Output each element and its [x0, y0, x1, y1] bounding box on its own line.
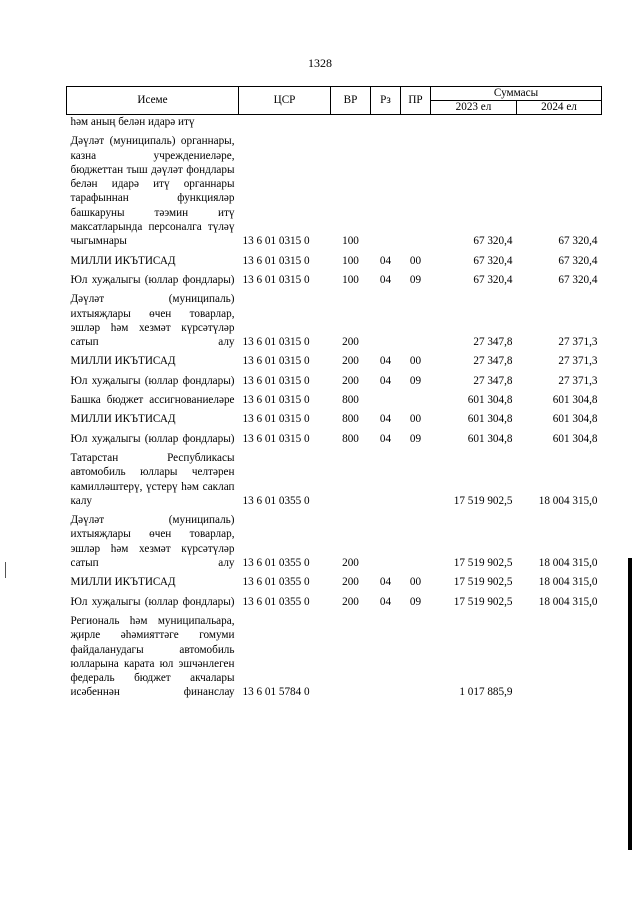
row-amount-2023: 601 304,8: [467, 432, 513, 445]
row-pr: [401, 510, 431, 572]
row-pr: 09: [409, 273, 422, 286]
row-name: МИЛЛИ ИКЪТИСАД: [70, 576, 176, 589]
row-csr: 13 6 01 0315 0: [242, 235, 310, 248]
row-vr: 100: [342, 254, 359, 267]
row-name: МИЛЛИ ИКЪТИСАД: [70, 355, 176, 368]
row-vr: 200: [342, 374, 359, 387]
row-amount-2023: 27 347,8: [473, 374, 513, 387]
row-vr: 100: [342, 273, 359, 286]
row-amount-2024: 18 004 315,0: [538, 576, 598, 589]
table-row: [67, 390, 602, 409]
row-amount-2024: 18 004 315,0: [538, 595, 598, 608]
row-amount-2023: 67 320,4: [473, 235, 513, 248]
row-amount-2023: 67 320,4: [473, 273, 513, 286]
row-vr: 200: [342, 355, 359, 368]
header-csr: ЦСР: [239, 87, 331, 115]
row-amount-2024: [517, 115, 602, 132]
row-rz: [371, 289, 401, 351]
row-pr: 00: [409, 254, 422, 267]
row-pr: [401, 115, 431, 132]
row-amount-2024: 18 004 315,0: [538, 557, 598, 570]
row-amount-2024: 601 304,8: [552, 394, 598, 407]
row-amount-2023: 17 519 902,5: [453, 595, 513, 608]
row-csr: 13 6 01 0315 0: [242, 374, 310, 387]
row-rz: [371, 510, 401, 572]
row-name: Дәүләт (муниципаль) ихтыяҗлары өчен товарлар, эшләр һәм хезмәт күрсәтүләр сатып алу: [70, 514, 235, 570]
row-amount-2023: 601 304,8: [467, 413, 513, 426]
row-amount-2024: 67 320,4: [558, 235, 598, 248]
row-amount-2023: 27 347,8: [473, 336, 513, 349]
row-pr: 00: [409, 413, 422, 426]
row-amount-2023: 17 519 902,5: [453, 576, 513, 589]
row-amount-2023: 67 320,4: [473, 254, 513, 267]
table-row: [67, 409, 602, 428]
row-csr: 13 6 01 5784 0: [242, 686, 310, 699]
row-pr: 09: [409, 595, 422, 608]
header-name: Исеме: [67, 87, 239, 115]
table-row: [67, 510, 602, 572]
row-csr: 13 6 01 0355 0: [242, 494, 310, 507]
table-row: [67, 289, 602, 351]
row-rz: 04: [379, 273, 392, 286]
row-csr: 13 6 01 0355 0: [242, 557, 310, 570]
row-vr: 200: [342, 576, 359, 589]
table-row: [67, 448, 602, 510]
row-amount-2023: 1 017 885,9: [459, 686, 513, 699]
row-amount-2023: 27 347,8: [473, 355, 513, 368]
table-row: [67, 592, 602, 611]
row-amount-2023: 17 519 902,5: [453, 557, 513, 570]
row-amount-2024: 18 004 315,0: [538, 494, 598, 507]
header-sums: Суммасы: [431, 87, 602, 101]
row-csr: 13 6 01 0315 0: [242, 273, 310, 286]
scan-edge-bar: [628, 558, 632, 850]
row-pr: [401, 448, 431, 510]
row-rz: 04: [379, 576, 392, 589]
row-pr: 00: [409, 576, 422, 589]
row-vr: 100: [342, 235, 359, 248]
row-vr: [331, 448, 371, 510]
row-name: Юл хуҗалыгы (юллар фондлары): [70, 273, 235, 286]
row-amount-2024: 67 320,4: [558, 254, 598, 267]
row-name: һәм аның белән идарә итү: [70, 116, 195, 128]
row-csr: 13 6 01 0315 0: [242, 355, 310, 368]
row-rz: 04: [379, 355, 392, 368]
table-row: [67, 429, 602, 448]
row-vr: 800: [342, 394, 359, 407]
row-vr: 200: [342, 557, 359, 570]
row-pr: 09: [409, 432, 422, 445]
row-name: Башка бюджет ассигнованиеләре: [70, 394, 235, 407]
header-year-2024: 2024 ел: [517, 101, 602, 115]
row-pr: [401, 289, 431, 351]
budget-rows: [67, 115, 602, 702]
header-rz: Рз: [371, 87, 401, 115]
row-csr: 13 6 01 0315 0: [242, 432, 310, 445]
row-pr: [401, 131, 431, 250]
row-rz: 04: [379, 413, 392, 426]
row-amount-2024: [517, 611, 602, 702]
row-csr: [239, 115, 331, 132]
row-amount-2023: [431, 115, 517, 132]
row-name: МИЛЛИ ИКЪТИСАД: [70, 413, 176, 426]
row-rz: [371, 115, 401, 132]
row-csr: 13 6 01 0355 0: [242, 576, 310, 589]
table-row: [67, 371, 602, 390]
table-row: [67, 115, 602, 132]
row-csr: 13 6 01 0355 0: [242, 595, 310, 608]
row-csr: 13 6 01 0315 0: [242, 394, 310, 407]
row-rz: [371, 390, 401, 409]
row-rz: 04: [379, 432, 392, 445]
row-rz: 04: [379, 254, 392, 267]
row-name: Юл хуҗалыгы (юллар фондлары): [70, 432, 235, 445]
row-csr: 13 6 01 0315 0: [242, 336, 310, 349]
scan-edge-mark: [5, 562, 6, 578]
row-vr: 800: [342, 432, 359, 445]
row-pr: 09: [409, 374, 422, 387]
row-vr: 800: [342, 413, 359, 426]
row-amount-2024: 601 304,8: [552, 413, 598, 426]
table-row: [67, 572, 602, 591]
row-amount-2024: 27 371,3: [558, 374, 598, 387]
table-row: [67, 351, 602, 370]
table-row: [67, 611, 602, 702]
row-csr: 13 6 01 0315 0: [242, 413, 310, 426]
row-name: МИЛЛИ ИКЪТИСАД: [70, 254, 176, 267]
row-amount-2023: 601 304,8: [467, 394, 513, 407]
row-name: Татарстан Республикасы автомобиль юллары челтәрен камилләштерү, үстерү һәм саклап калу: [70, 451, 235, 507]
budget-table: [66, 86, 602, 702]
row-name: Юл хуҗалыгы (юллар фондлары): [70, 595, 235, 608]
row-name: Дәүләт (муниципаль) органнары, казна учреждениеләре, бюджеттан тыш дәүләт фондлары белән идарә итү органнары тарафыннан функцияләр башкаруны тәэмин итү максатларында персоналга түләү чыгымнары: [70, 135, 235, 248]
row-amount-2024: 601 304,8: [552, 432, 598, 445]
row-vr: [331, 115, 371, 132]
row-vr: [331, 611, 371, 702]
row-pr: [401, 390, 431, 409]
table-row: [67, 251, 602, 270]
row-amount-2024: 27 371,3: [558, 355, 598, 368]
table-row: [67, 131, 602, 250]
row-amount-2023: 17 519 902,5: [453, 494, 513, 507]
row-rz: [371, 611, 401, 702]
row-name: Дәүләт (муниципаль) ихтыяҗлары өчен товарлар, эшләр һәм хезмәт күрсәтүләр сатып алу: [70, 293, 235, 349]
row-pr: [401, 611, 431, 702]
row-name: Юл хуҗалыгы (юллар фондлары): [70, 374, 235, 387]
row-vr: 200: [342, 336, 359, 349]
table-row: [67, 270, 602, 289]
row-rz: [371, 448, 401, 510]
row-name: Региональ һәм муниципальара, җирле әһәмияттәге гомуми файдаланудагы автомобиль юлларына карата юл эшчәнлеген федераль бюджет акчалары исәбеннән финанслау: [70, 614, 235, 699]
row-rz: [371, 131, 401, 250]
row-vr: 200: [342, 595, 359, 608]
row-amount-2024: 27 371,3: [558, 336, 598, 349]
row-amount-2024: 67 320,4: [558, 273, 598, 286]
row-rz: 04: [379, 595, 392, 608]
header-vr: ВР: [331, 87, 371, 115]
header-pr: ПР: [401, 87, 431, 115]
header-year-2023: 2023 ел: [431, 101, 517, 115]
row-csr: 13 6 01 0315 0: [242, 254, 310, 267]
row-rz: 04: [379, 374, 392, 387]
page-number: 1328: [308, 56, 332, 70]
row-pr: 00: [409, 355, 422, 368]
